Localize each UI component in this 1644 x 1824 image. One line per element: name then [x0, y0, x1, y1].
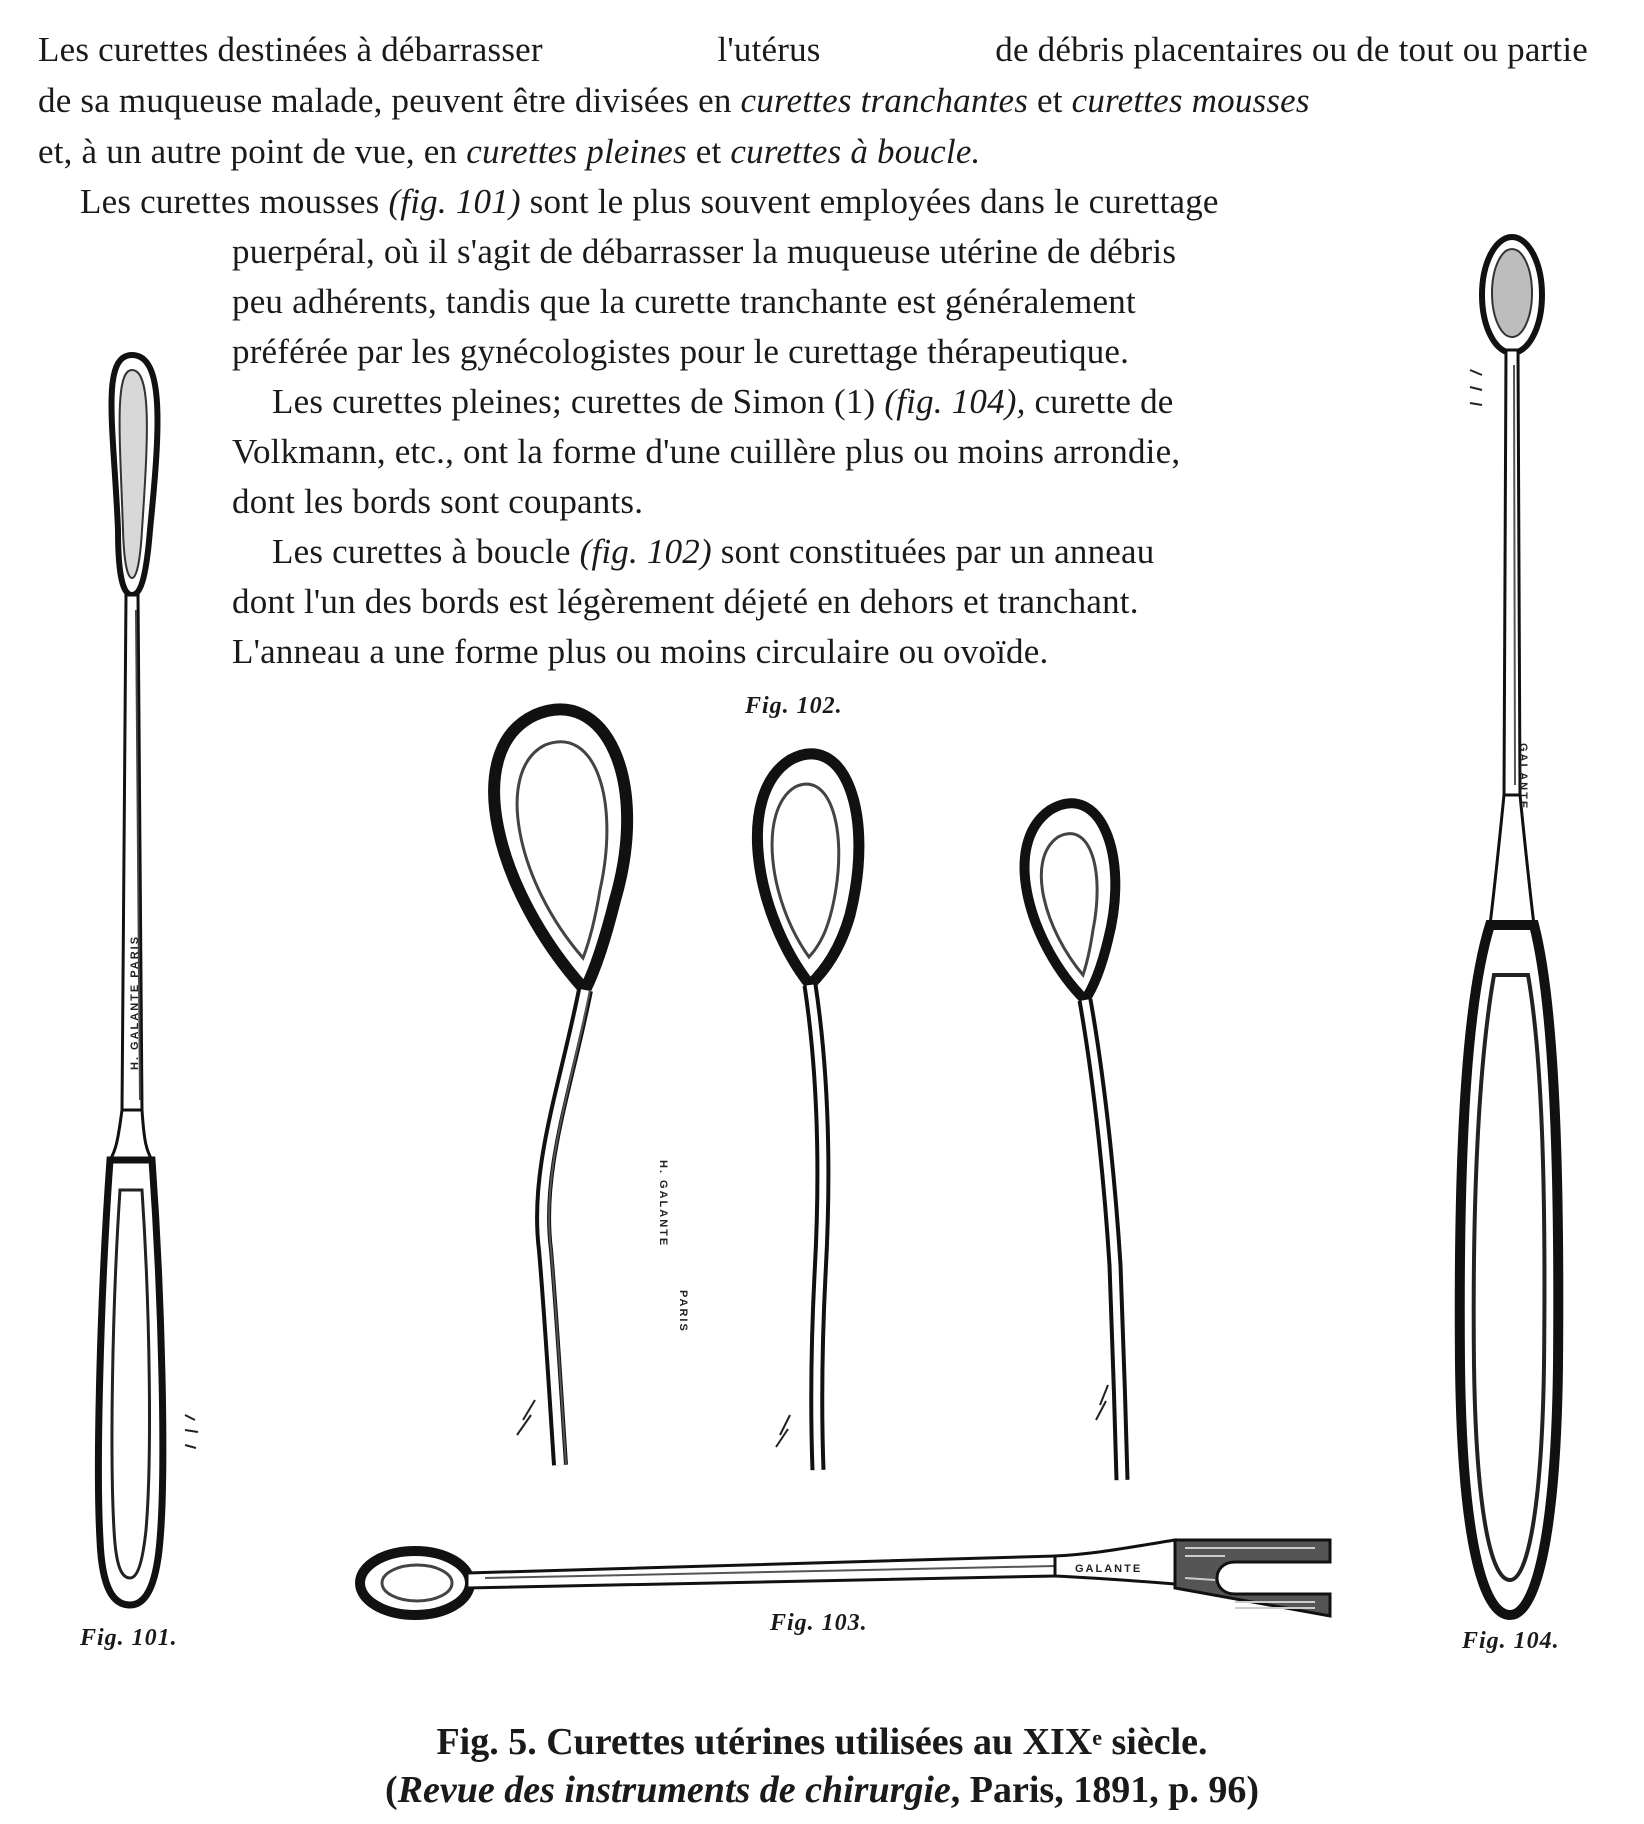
maker-stamp: GALANTE: [1075, 1563, 1143, 1575]
caption-source-title: Revue des instruments de chirurgie: [397, 1769, 951, 1811]
maker-stamp: H. GALANTE PARIS: [129, 934, 141, 1070]
maker-stamp: PARIS: [677, 1290, 689, 1333]
text-line-7: préférée par les gynécologistes pour le curettage thérapeutique.: [232, 332, 1130, 371]
text-fragment: sont constituées par un anneau: [711, 532, 1155, 571]
text-line-9: Volkmann, etc., ont la forme d'une cuillère plus ou moins arrondie,: [232, 432, 1181, 471]
figure-reference: (fig. 104),: [884, 382, 1026, 421]
maker-stamp: H. GALANTE: [657, 1160, 669, 1248]
italic-term: curettes pleines: [466, 132, 687, 171]
figure-reference: (fig. 101): [388, 182, 521, 221]
text-fragment: Les curettes destinées à débarrasser: [38, 30, 543, 69]
text-line-6: peu adhérents, tandis que la curette tranchante est généralement: [232, 282, 1136, 321]
caption-text: Fig. 5. Curettes utérines utilisées au XIX: [436, 1721, 1093, 1763]
caption-superscript: e: [1092, 1725, 1103, 1750]
italic-term: curettes à boucle.: [730, 132, 981, 171]
maker-stamp: GALANTE: [1517, 743, 1529, 811]
text-line-10: dont les bords sont coupants.: [232, 482, 644, 521]
text-fragment: Les curettes pleines; curettes de Simon (1): [272, 382, 885, 421]
text-fragment: et: [1028, 81, 1072, 120]
caption-text: (: [384, 1769, 398, 1811]
text-fragment: sont le plus souvent employées dans le curettage: [520, 182, 1219, 221]
text-line-3: [38, 132, 1588, 172]
fig102-label: Fig. 102.: [745, 693, 843, 719]
loop-curette-large-illustration: [455, 690, 715, 1470]
text-line-11: [272, 532, 1154, 572]
italic-term: curettes tranchantes: [740, 81, 1029, 120]
text-fragment: Les curettes à boucle: [272, 532, 580, 571]
italic-term: curettes mousses: [1071, 81, 1310, 120]
text-line-12: dont l'un des bords est légèrement déjeté en dehors et tranchant.: [232, 582, 1139, 621]
figure-caption-line-2: [0, 1766, 1644, 1814]
text-line-4: [80, 182, 1219, 222]
fig101-left-label: Fig. 101.: [80, 1625, 178, 1651]
loop-curette-medium-illustration: [730, 735, 890, 1475]
text-fragment: de sa muqueuse malade, peuvent être divisées en: [38, 81, 741, 120]
figure-reference: (fig. 102): [579, 532, 712, 571]
text-fragment: l'utérus: [717, 30, 821, 69]
text-fragment: de débris placentaires ou de tout ou partie: [995, 30, 1588, 69]
fig103-label: Fig. 103.: [770, 1610, 868, 1636]
figure-caption-line-1: [0, 1718, 1644, 1766]
text-line-2: [38, 81, 1588, 121]
caption-text: siècle.: [1102, 1721, 1208, 1763]
curette-fig101-left-illustration: [80, 350, 200, 1620]
caption-text: , Paris, 1891, p. 96): [950, 1769, 1260, 1811]
text-fragment: curette de: [1025, 382, 1174, 421]
text-line-5: puerpéral, où il s'agit de débarrasser la muqueuse utérine de débris: [232, 232, 1177, 271]
text-fragment: et, à un autre point de vue, en: [38, 132, 467, 171]
text-line-1: [38, 30, 1588, 70]
text-line-13: L'anneau a une forme plus ou moins circulaire ou ovoïde.: [232, 632, 1049, 671]
curette-fig104-right-illustration: [1452, 235, 1572, 1625]
text-fragment: et: [686, 132, 731, 171]
text-fragment: Les curettes mousses: [80, 182, 389, 221]
fig104-right-label: Fig. 104.: [1462, 1628, 1560, 1654]
loop-curette-small-illustration: [990, 785, 1150, 1485]
text-line-8: [272, 382, 1174, 422]
